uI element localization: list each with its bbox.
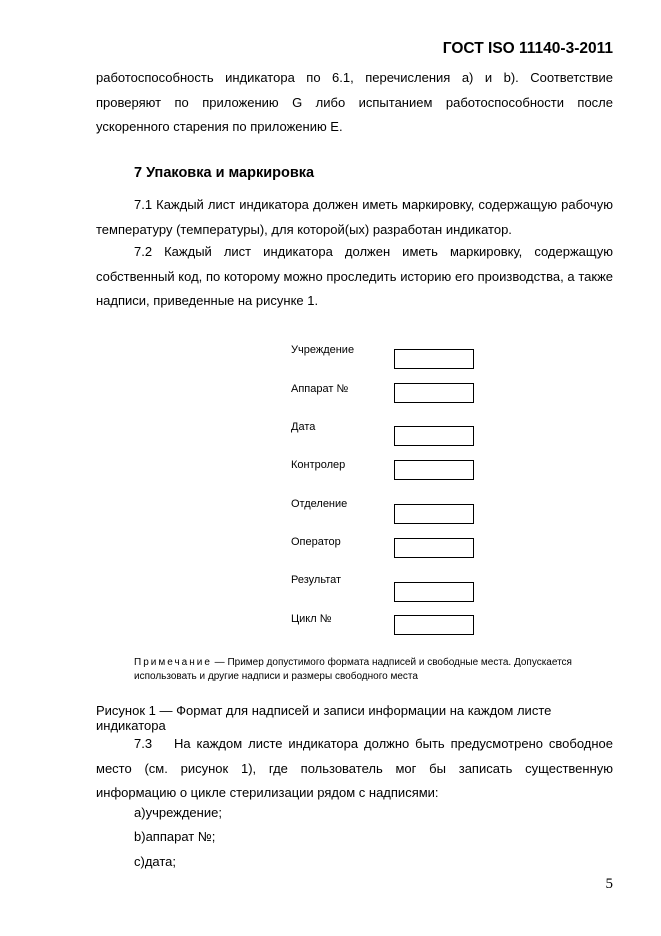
intro-paragraph: работоспособность индикатора по 6.1, перечисления а) и b). Соответствие проверяют по приложению G либо испытанием работоспособности после ускоренного старения по приложению Е. xyxy=(96,70,613,134)
section-heading: 7 Упаковка и маркировка xyxy=(134,165,315,181)
list-marker: c) xyxy=(134,854,145,869)
field-label: Учреждение xyxy=(291,344,355,356)
paragraph-7-3-first-line xyxy=(96,732,613,757)
note-text: — Пример допустимого формата надписей и свободные места. Допускается использовать и другие надписи и размеры свободного места xyxy=(134,657,572,682)
list-text: учреждение; xyxy=(145,805,222,820)
paragraph-7-3 xyxy=(96,732,613,806)
figure-caption: Рисунок 1 — Формат для надписей и записи информации на каждом листе индикатора xyxy=(96,703,552,733)
field-label: Цикл № xyxy=(291,613,332,625)
field-label: Отделение xyxy=(291,498,348,510)
list-text: дата; xyxy=(144,854,177,869)
field-box xyxy=(394,504,474,524)
list-item xyxy=(134,805,222,820)
field-box xyxy=(394,349,474,369)
paragraph-7-3-rest-text: место (см. рисунок 1), где пользователь мог бы записать существенную информацию о цикле стерилизации рядом с надписями: xyxy=(96,760,613,800)
list-marker: b) xyxy=(134,829,146,844)
paragraph-7-2: 7.2 Каждый лист индикатора должен иметь маркировку, содержащую собственный код, по которому можно проследить историю его производства, а также надписи, приведенные на рисунке 1. xyxy=(96,244,613,308)
paragraph-number: 7.3 xyxy=(134,736,153,751)
field-label: Дата xyxy=(291,421,316,433)
field-box xyxy=(394,615,474,635)
list-item xyxy=(134,829,215,844)
document-code-header: ГОСТ ISO 11140-3-2011 xyxy=(442,40,613,57)
field-label: Контролер xyxy=(291,459,346,471)
list-text: аппарат №; xyxy=(145,829,216,844)
field-box xyxy=(394,460,474,480)
field-label: Результат xyxy=(291,574,342,586)
figure-note xyxy=(134,656,604,684)
field-box xyxy=(394,582,474,602)
field-box xyxy=(394,538,474,558)
list-item xyxy=(134,854,176,869)
list-marker: a) xyxy=(134,805,146,820)
paragraph-7-3-first-text: На каждом листе индикатора должно быть предусмотрено свободное xyxy=(174,736,613,751)
note-prefix: Примечание xyxy=(134,657,212,668)
field-label: Аппарат № xyxy=(291,383,349,395)
field-label: Оператор xyxy=(291,536,341,548)
paragraph-7-1: 7.1 Каждый лист индикатора должен иметь маркировку, содержащую рабочую температуру (температуры), для которой(ых) разработан индикатор. xyxy=(96,197,613,237)
field-box xyxy=(394,383,474,403)
page-number: 5 xyxy=(605,876,613,892)
field-box xyxy=(394,426,474,446)
